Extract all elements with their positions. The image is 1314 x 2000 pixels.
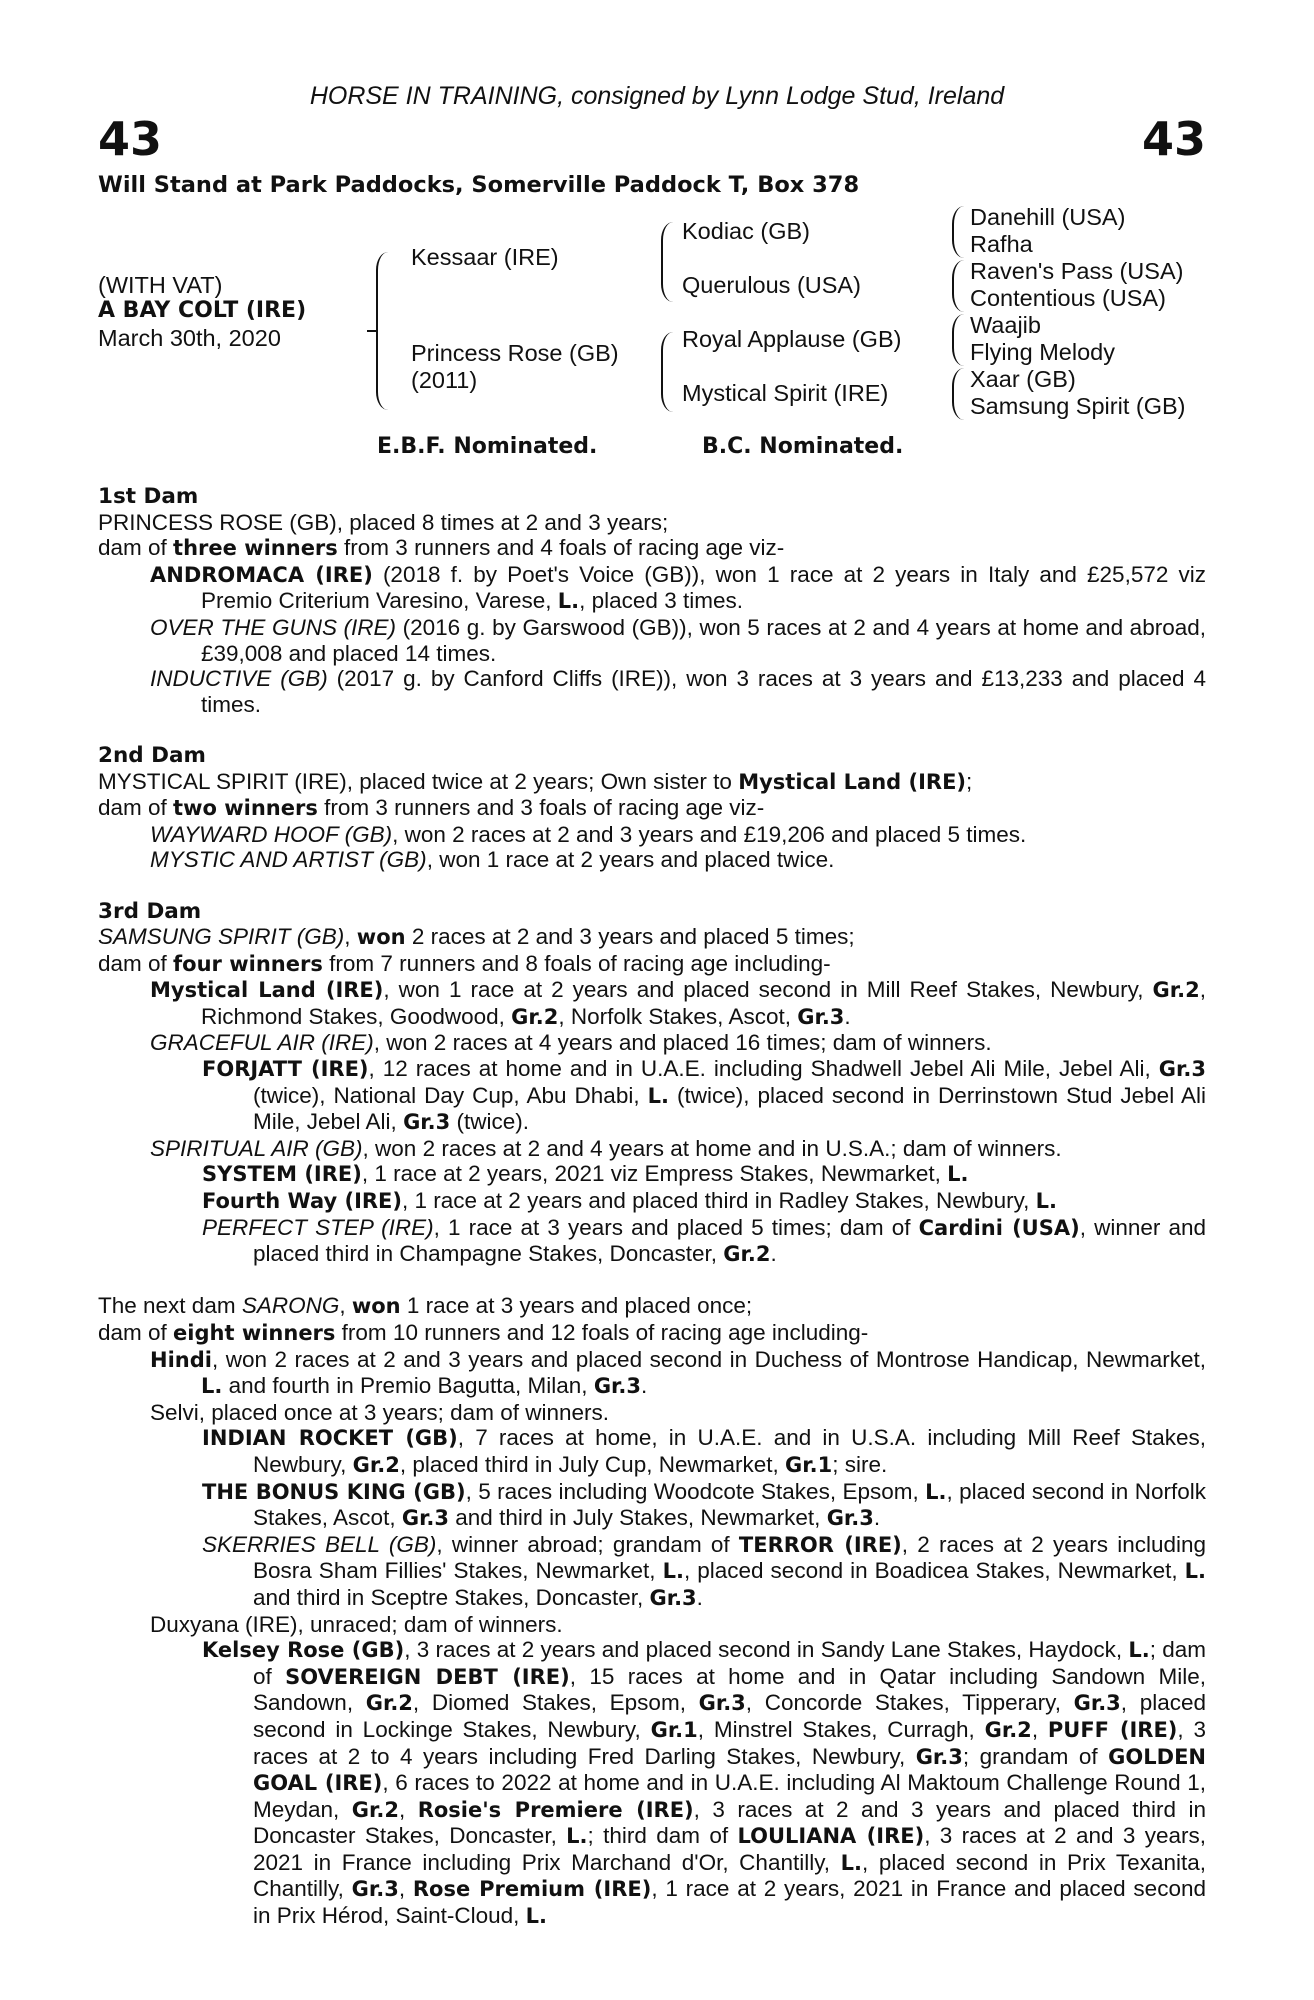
text-run: , placed third in July Cup, Newmarket, [399, 1451, 785, 1477]
text-run: ; grandam of [962, 1743, 1109, 1769]
text-run: Gr.2 [984, 1717, 1032, 1742]
grandparent-8: Samsung Spirit (GB) [970, 393, 1186, 419]
first-dam-intro: PRINCESS ROSE (GB), placed 8 times at 2 and 3 years; [98, 509, 669, 535]
produce-the-bonus-king [98, 1479, 1206, 1532]
produce-forjatt [98, 1056, 1206, 1136]
produce-skerries-bell [98, 1532, 1206, 1612]
text-run: L. [1184, 1559, 1207, 1584]
text-run: SAMSUNG SPIRIT (GB) [98, 924, 345, 950]
text-run: L. [566, 1824, 588, 1849]
grandparent-1: Danehill (USA) [970, 204, 1126, 230]
text-run: Gr.3 [351, 1877, 399, 1902]
text-run: , 3 races at 2 and 3 years and placed third in Doncaster Stakes, Doncaster, [253, 1796, 1206, 1849]
text-run: , [1031, 1716, 1048, 1742]
text-run: (2018 f. by Poet's Voice (GB)), won 1 race at 2 years in Italy and £25,572 viz Premio Criterium Varesino, Varese, [201, 561, 1206, 614]
text-run: from 3 runners and 4 foals of racing age viz- [337, 535, 785, 561]
text-run: MYSTICAL SPIRIT (IRE), placed twice at 2 years; Own sister to [98, 768, 739, 794]
text-run: Gr.3 [401, 1506, 450, 1531]
text-run: , Diomed Stakes, Epsom, [412, 1690, 699, 1716]
text-run: Gr.3 [1073, 1691, 1121, 1716]
text-run: (twice), National Day Cup, Abu Dhabi, [253, 1082, 648, 1108]
grandparent-4: Contentious (USA) [970, 285, 1166, 311]
text-run: two winners [173, 796, 318, 821]
text-run: , 7 races at home, in U.A.E. and in U.S.A. including Mill Reef Stakes, Newbury, [253, 1425, 1206, 1477]
text-run: Rose Premium (IRE) [412, 1877, 652, 1902]
first-dam-title: 1st Dam [98, 484, 199, 509]
text-run: Gr.2 [1152, 978, 1200, 1003]
text-run: , won 1 race at 2 years and placed second in Mill Reef Stakes, Newbury, [383, 977, 1153, 1003]
text-run: , Richmond Stakes, Goodwood, [201, 977, 1206, 1029]
text-run: , won 2 races at 2 and 3 years and placed second in Duchess of Montrose Handicap, Newmarket, [211, 1346, 1206, 1372]
grandparent-3: Raven's Pass (USA) [970, 258, 1184, 284]
horse-name: A BAY COLT (IRE) [98, 298, 307, 323]
text-run: four winners [173, 951, 323, 976]
text-run: won [356, 925, 406, 950]
stand-location: Will Stand at Park Paddocks, Somerville Paddock T, Box 378 [98, 172, 860, 198]
second-dam-intro [98, 769, 1206, 796]
text-run: SARONG [241, 1293, 340, 1319]
text-run: and third in July Stakes, Newmarket, [449, 1505, 827, 1531]
next-dam-intro [98, 1293, 1206, 1320]
pedigree-brace-g78 [952, 368, 966, 420]
text-run: , winner and placed third in Champagne Stakes, Doncaster, [253, 1214, 1206, 1267]
text-run: . [873, 1505, 881, 1531]
text-run: GOLDEN GOAL (IRE) [253, 1744, 1206, 1796]
text-run: , placed 3 times. [579, 588, 743, 614]
produce-over-the-guns [98, 615, 1206, 666]
text-run: , 5 races including Woodcote Stakes, Epsom, [465, 1478, 926, 1504]
text-run: , [398, 1876, 413, 1902]
text-run: dam of [98, 535, 174, 561]
text-run: , winner abroad; grandam of [436, 1531, 739, 1557]
grandparent-6: Flying Melody [970, 339, 1115, 365]
grandparent-7: Xaar (GB) [970, 366, 1076, 392]
text-run: (2017 g. by Canford Cliffs (IRE)), won 3 races at 3 years and £13,233 and placed 4 times. [201, 666, 1206, 717]
pedigree-brace-g34 [952, 260, 966, 312]
text-run: PERFECT STEP (IRE) [202, 1214, 434, 1240]
next-dam-produce [98, 1320, 1206, 1347]
text-run: . [641, 1373, 648, 1399]
lot-number-right: 43 [1141, 112, 1206, 166]
produce-hindi [98, 1347, 1206, 1400]
text-run: and third in Sceptre Stakes, Doncaster, [253, 1584, 650, 1610]
text-run: , 1 race at 2 years and placed third in Radley Stakes, Newbury, [402, 1188, 1036, 1214]
pedigree-brace-g56 [952, 314, 966, 366]
produce-perfect-step [98, 1215, 1206, 1268]
produce-spiritual-air [98, 1136, 1206, 1162]
text-run: ; dam of [253, 1637, 1207, 1689]
text-run: , placed second in Lockinge Stakes, Newbury, [253, 1690, 1206, 1742]
text-run: SOVEREIGN DEBT (IRE) [285, 1664, 570, 1689]
text-run: , 12 races at home and in U.A.E. including Shadwell Jebel Ali Mile, Jebel Ali, [368, 1056, 1159, 1082]
page-heading: HORSE IN TRAINING, consigned by Lynn Lodge Stud, Ireland [309, 82, 1005, 110]
text-run: ; [966, 768, 973, 794]
text-run: L. [662, 1559, 684, 1584]
text-run: ANDROMACA (IRE) [150, 562, 373, 587]
text-run: , [339, 1293, 352, 1319]
text-run: 2 races at 2 and 3 years and placed 5 times; [405, 924, 855, 950]
text-run: from 3 runners and 3 foals of racing age viz- [317, 795, 765, 821]
text-run: The next dam [98, 1293, 242, 1319]
text-run: , won 1 race at 2 years and placed twice. [426, 847, 835, 873]
text-run: , 3 races at 2 years and placed second in Sandy Lane Stakes, Haydock, [404, 1637, 1129, 1663]
text-run: L. [557, 589, 580, 614]
text-run: , 1 race at 2 years, 2021 in France and placed second in Prix Hérod, Saint-Cloud, [253, 1876, 1206, 1929]
text-run: . [844, 1003, 851, 1029]
text-run: , 1 race at 2 years, 2021 viz Empress Stakes, Newmarket, [361, 1161, 948, 1187]
text-run: , 15 races at home and in Qatar including Sandown Mile, Sandown, [253, 1663, 1207, 1716]
text-run: from 10 runners and 12 foals of racing age including- [335, 1320, 869, 1345]
text-run: GRACEFUL AIR (IRE) [150, 1030, 374, 1056]
text-run: L. [840, 1850, 862, 1875]
text-run: Mystical Land (IRE) [738, 769, 967, 794]
produce-inductive [98, 666, 1206, 717]
text-run: , Minstrel Stakes, Curragh, [697, 1716, 985, 1742]
text-run: , won 2 races at 2 and 4 years at home and in U.S.A.; dam of winners. [362, 1135, 1062, 1161]
text-run: Gr.3 [649, 1585, 697, 1610]
text-run: Gr.2 [352, 1452, 400, 1477]
foaling-date: March 30th, 2020 [98, 325, 281, 351]
produce-duxyana: Duxyana (IRE), unraced; dam of winners. [150, 1611, 563, 1637]
sire-dam: Querulous (USA) [682, 272, 861, 298]
text-run: , 2 races at 2 years including Bosra Sham Fillies' Stakes, Newmarket, [253, 1531, 1207, 1584]
text-run: OVER THE GUNS (IRE) [150, 614, 397, 640]
text-run: Mystical Land (IRE) [150, 978, 384, 1003]
text-run: Kelsey Rose (GB) [202, 1638, 405, 1663]
grandparent-2: Rafha [970, 231, 1033, 257]
text-run: , placed second in Prix Texanita, Chantilly, [253, 1849, 1206, 1902]
text-run: Gr.3 [915, 1744, 963, 1769]
text-run: Gr.2 [365, 1691, 413, 1716]
text-run: dam of [98, 795, 174, 821]
vat-note: (WITH VAT) [98, 272, 223, 298]
third-dam-produce [98, 951, 1206, 978]
pedigree-brace-main [376, 252, 390, 410]
text-run: Gr.2 [511, 1004, 559, 1029]
text-run: INDUCTIVE (GB) [150, 666, 328, 692]
text-run: , Norfolk Stakes, Ascot, [558, 1003, 798, 1029]
text-run: Gr.1 [650, 1717, 698, 1742]
text-run: , 3 races at 2 and 3 years, 2021 in France including Prix Marchand d'Or, Chantilly, [253, 1823, 1206, 1875]
pedigree-brace-g12 [952, 206, 966, 258]
text-run: eight winners [173, 1321, 336, 1345]
dam-sire: Royal Applause (GB) [682, 326, 902, 352]
third-dam-intro [98, 924, 1206, 951]
text-run: L. [947, 1162, 969, 1187]
text-run: , placed second in Norfolk Stakes, Ascot, [253, 1478, 1206, 1531]
text-run: Gr.3 [797, 1004, 845, 1029]
produce-mystic-and-artist [98, 847, 1206, 873]
text-run: Hindi [150, 1347, 212, 1372]
text-run: Gr.2 [351, 1797, 399, 1822]
text-run: Gr.3 [593, 1374, 642, 1399]
pedigree-brace-dam [661, 332, 675, 412]
text-run: and fourth in Premio Bagutta, Milan, [222, 1373, 594, 1399]
ebf-nominated: E.B.F. Nominated. [377, 434, 598, 459]
text-run: L. [1128, 1638, 1150, 1663]
text-run: won [351, 1294, 401, 1319]
text-run: Rosie's Premiere (IRE) [417, 1797, 694, 1822]
text-run: Gr.2 [723, 1242, 771, 1267]
text-run: ; third dam of [587, 1823, 738, 1849]
text-run: Gr.3 [403, 1110, 451, 1135]
second-dam-title: 2nd Dam [98, 742, 206, 768]
text-run: (2016 g. by Garswood (GB)), won 5 races at 2 and 4 years at home and abroad, £39,008 and placed 14 times. [201, 614, 1206, 666]
text-run: , 6 races to 2022 at home and in U.A.E. including Al Maktoum Challenge Round 1, Meydan, [253, 1770, 1206, 1822]
text-run: , [344, 924, 357, 950]
text-run: , 1 race at 3 years and placed 5 times; dam of [433, 1214, 919, 1240]
produce-graceful-air [98, 1030, 1206, 1056]
produce-selvi: Selvi, placed once at 3 years; dam of winners. [150, 1399, 609, 1425]
text-run: L. [201, 1374, 223, 1399]
text-run: Gr.3 [826, 1506, 874, 1531]
produce-mystical-land [98, 977, 1206, 1030]
text-run: (twice). [450, 1109, 530, 1135]
text-run: Fourth Way (IRE) [202, 1189, 402, 1214]
text-run: Cardini (USA) [918, 1215, 1080, 1240]
text-run: L. [647, 1083, 669, 1108]
text-run: ; sire. [832, 1451, 888, 1477]
pedigree-brace-sire [661, 222, 675, 302]
text-run: (twice), placed second in Derrinstown Stud Jebel Ali Mile, Jebel Ali, [253, 1082, 1206, 1135]
lot-number-left: 43 [98, 112, 163, 166]
bc-nominated: B.C. Nominated. [702, 434, 904, 459]
text-run: L. [1035, 1189, 1058, 1214]
text-run: WAYWARD HOOF (GB) [150, 821, 393, 847]
grandparent-5: Waajib [970, 312, 1041, 338]
text-run: . [696, 1584, 703, 1610]
text-run: dam of [98, 1320, 174, 1345]
text-run: L. [525, 1904, 547, 1929]
sire-sire: Kodiac (GB) [682, 218, 810, 244]
text-run: Gr.3 [1158, 1057, 1206, 1082]
produce-wayward-hoof [98, 822, 1206, 848]
sire: Kessaar (IRE) [411, 244, 559, 270]
text-run: , won 2 races at 4 years and placed 16 times; dam of winners. [373, 1030, 992, 1056]
dam-year: (2011) [411, 367, 478, 393]
text-run: SYSTEM (IRE) [202, 1162, 362, 1187]
text-run: THE BONUS KING (GB) [202, 1479, 466, 1504]
text-run: dam of [98, 950, 174, 976]
produce-record [98, 484, 1206, 1930]
dam: Princess Rose (GB) [411, 340, 619, 366]
produce-andromaca [98, 562, 1206, 615]
text-run: 1 race at 3 years and placed once; [400, 1293, 753, 1319]
text-run: FORJATT (IRE) [202, 1057, 369, 1082]
text-run: LOULIANA (IRE) [737, 1824, 925, 1849]
produce-kelsey-rose [98, 1637, 1206, 1930]
text-run: , placed second in Boadicea Stakes, Newmarket, [683, 1558, 1185, 1584]
text-run: , won 2 races at 2 and 3 years and £19,206 and placed 5 times. [392, 821, 1027, 847]
produce-indian-rocket [98, 1425, 1206, 1478]
text-run: . [770, 1241, 777, 1267]
text-run: INDIAN ROCKET (GB) [202, 1426, 458, 1451]
text-run: , Concorde Stakes, Tipperary, [745, 1690, 1074, 1716]
produce-system [98, 1161, 1206, 1188]
text-run: Gr.1 [785, 1452, 833, 1477]
dam-dam: Mystical Spirit (IRE) [682, 380, 889, 406]
third-dam-title: 3rd Dam [98, 898, 202, 924]
first-dam-produce [98, 535, 1206, 562]
second-dam-produce [98, 795, 1206, 822]
text-run: Gr.3 [698, 1691, 746, 1716]
text-run: TERROR (IRE) [738, 1532, 902, 1557]
text-run: PUFF (IRE) [1047, 1717, 1178, 1742]
text-run: three winners [173, 536, 338, 561]
text-run: , 3 races at 2 to 4 years including Fred Darling Stakes, Newbury, [253, 1716, 1206, 1769]
text-run: from 7 runners and 8 foals of racing age including- [322, 950, 831, 976]
text-run: SPIRITUAL AIR (GB) [150, 1135, 363, 1161]
text-run: MYSTIC AND ARTIST (GB) [150, 847, 427, 873]
text-run: , [398, 1796, 418, 1822]
produce-fourth-way [98, 1188, 1206, 1215]
text-run: SKERRIES BELL (GB) [202, 1531, 437, 1557]
pedigree-brace-main-point [367, 330, 377, 332]
text-run: L. [925, 1479, 947, 1504]
